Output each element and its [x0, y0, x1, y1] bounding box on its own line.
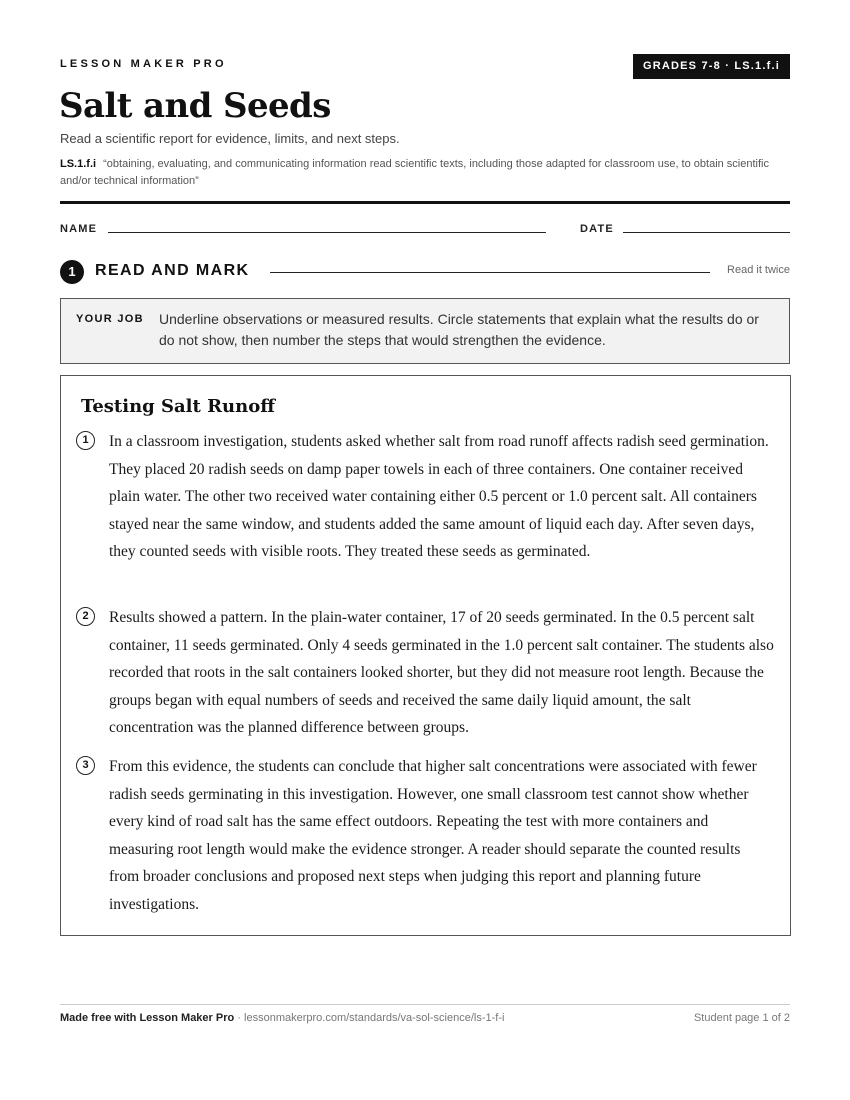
job-box: [60, 298, 790, 364]
page-subtitle: Read a scientific report for evidence, limits, and next steps.: [60, 131, 400, 146]
date-field[interactable]: [623, 232, 790, 233]
job-label: YOUR JOB: [76, 313, 144, 325]
footer-url-link[interactable]: lessonmakerpro.com/standards/va-sol-science/ls-1-f-i: [244, 1012, 505, 1024]
paragraph-1: In a classroom investigation, students asked whether salt from road runoff affects radish seed germination. They placed 20 radish seeds on damp paper towels in each of three containers. One container received plain water. The other two received water containing either 0.5 percent or 1.0 percent salt. All containers stayed near the same window, and students added the same amount of liquid each day. After seven days, they counted seeds with visible roots. They treated these seeds as germinated.: [109, 433, 769, 561]
footer-made-with: Made free with Lesson Maker Pro: [60, 1012, 235, 1024]
paragraph-2: Results showed a pattern. In the plain-water container, 17 of 20 seeds germinated. In the 0.5 percent salt container, 11 seeds germinated. Only 4 seeds germinated in the 1.0 percent salt container. The students also recorded that roots in the salt containers looked shorter, but they did not measure root length. Because the groups began with equal numbers of seeds and received the same daily liquid amount, the salt concentration was the planned difference between groups.: [109, 609, 774, 737]
passage-title: Testing Salt Runoff: [81, 396, 276, 417]
paragraph-number-3: 3: [76, 756, 95, 775]
paragraph-3: From this evidence, the students can conclude that higher salt concentrations were associated with fewer radish seeds germinating in this investigation. However, one small classroom test cannot show whether every kind of road salt has the same effect outdoors. Repeating the test with more containers and measuring root length would make the evidence stronger. A reader should separate the counted results from broader conclusions and proposed next steps when judging this report and planning future investigations.: [109, 758, 757, 913]
paragraph-number-1: 1: [76, 431, 95, 450]
footer-credit: [60, 1012, 504, 1024]
section-divider: [270, 272, 710, 273]
section-number-badge: 1: [60, 260, 84, 284]
footer-separator: ·: [237, 1012, 241, 1024]
footer-page-indicator: Student page 1 of 2: [693, 1012, 790, 1024]
section-title: READ AND MARK: [95, 262, 250, 279]
job-instructions: Underline observations or measured results. Circle statements that explain what the results do or do not show, then number the steps that would strengthen the evidence.: [159, 311, 759, 348]
brand-name: LESSON MAKER PRO: [60, 58, 227, 70]
page-title: Salt and Seeds: [59, 86, 331, 126]
reading-passage: [60, 375, 791, 936]
standard-code: LS.1.f.i: [60, 158, 97, 170]
paragraph-number-2: 2: [76, 607, 95, 626]
standard-description: [60, 156, 780, 190]
section-hint: Read it twice: [727, 264, 790, 276]
date-label: DATE: [580, 223, 614, 235]
name-label: NAME: [60, 223, 98, 235]
grade-badge: GRADES 7-8 · LS.1.f.i: [633, 54, 790, 79]
footer-divider: [60, 1004, 790, 1005]
name-field[interactable]: [108, 232, 546, 233]
header-divider: [60, 201, 790, 204]
standard-text: “obtaining, evaluating, and communicating information read scientific texts, including those adapted for classroom use, to obtain scientific and/or technical information”: [60, 158, 769, 187]
